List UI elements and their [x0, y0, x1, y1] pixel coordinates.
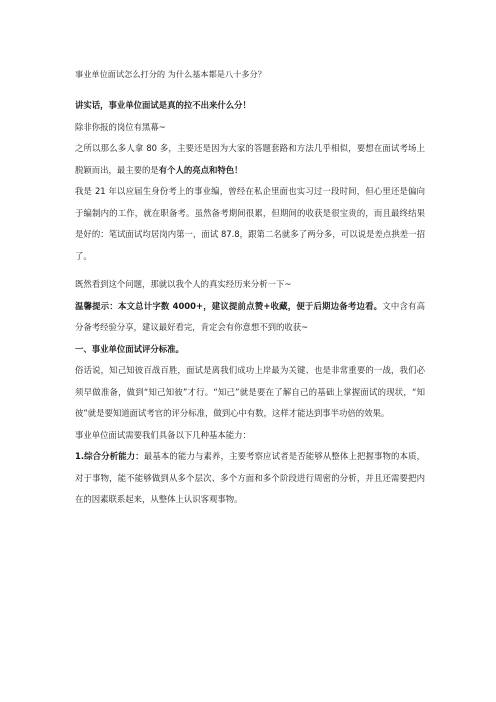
spacer	[75, 267, 425, 274]
ability-1-label: 1.综合分析能力：	[75, 451, 144, 461]
document-title: 事业单位面试怎么打分的 为什么基本都是八十多分？	[75, 69, 266, 79]
tip-rest-text: 文中含有高分备考经验分享，建议最好看完，肯定会有你意想不到的收获~	[75, 300, 426, 332]
tip-bold-text: 本文总计字数 4000+，建议提前点赞+收藏，便于后期边备考边看。	[117, 300, 383, 311]
paragraph-know-yourself: 俗话说，知己知彼百战百胜，面试是离我们成功上岸最为关键、也是非常重要的一战，我们必须早做准备，做到“知己知彼”才行。“知己”就是要在了解自己的基础上掌握面试的现状，“知彼”就是要知道面试考官的评分标准，做到心中有数，这样才能达到事半功倍的效果。	[75, 365, 425, 418]
document-page	[75, 64, 425, 511]
paragraph-intro-analysis: 既然看到这个问题，那就以我个人的真实经历来分析一下~	[75, 279, 292, 289]
paragraph-ability-1	[75, 446, 425, 511]
paragraph-personal-experience: 我是 21 年以应届生身份考上的事业编，曾经在私企里面也实习过一段时间，但心里还是偏向于编制内的工作，就在职备考。虽然备考期间很累，但期间的收获是很宝贵的，而且最终结果是好的：笔试面试均居岗内第一，面试 87.8，跟第二名就多了两分多，可以说是差点拱差一招了。	[75, 186, 425, 261]
tip-label: 温馨提示：	[75, 300, 118, 311]
headline: 讲实话，事业单位面试是真的拉不出来什么分！	[75, 100, 251, 110]
section-heading-scoring: 一、事业单位面试评分标准。	[75, 343, 184, 354]
score-reason-highlight: 有个人的亮点和特色！	[158, 164, 243, 175]
paragraph-blackbox: 除非你报的岗位有黑幕~	[75, 121, 166, 132]
paragraph-abilities-intro: 事业单位面试需要我们具备以下几种基本能力：	[75, 429, 251, 440]
score-reason-text: 之所以那么多人拿 80 多，主要还是因为大家的答题套路和方法几乎相似，要想在面试考场上脱颖而出，最主要的是	[75, 143, 425, 175]
ability-1-text: 最基本的能力与素养，主要考察应试者是否能够从整体上把握事物的本质，对于事物，能不能够做到从多个层次、多个方面和多个阶段进行周密的分析，并且还需要把内在的因素联系起来，从整体上认识客观事物。	[75, 451, 426, 504]
paragraph-tip	[75, 296, 425, 339]
paragraph-score-reason	[75, 138, 425, 181]
